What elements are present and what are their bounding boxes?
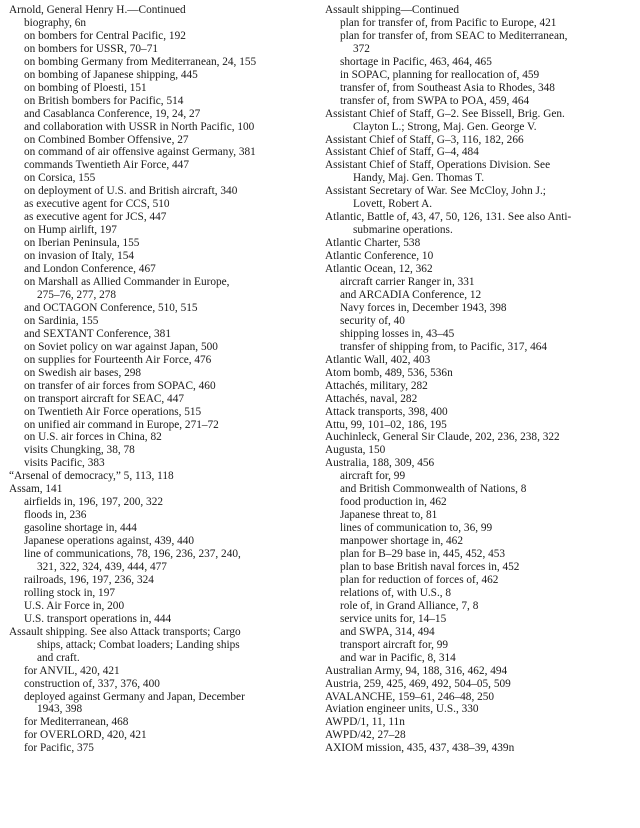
index-subentry: U.S. Air Force in, 200: [24, 599, 125, 612]
index-entry: “Arsenal of democracy,” 5, 113, 118: [9, 470, 174, 483]
index-subentry: on bombers for Central Pacific, 192: [24, 29, 186, 42]
index-entry: Assault shipping. See also Attack transports; Cargo: [9, 625, 241, 638]
index-entry: Arnold, General Henry H.—Continued: [9, 4, 186, 16]
index-subentry: in SOPAC, planning for reallocation of, 459: [340, 68, 540, 81]
index-subentry: on unified air command in Europe, 271–72: [24, 418, 219, 431]
index-subentry: transport aircraft for, 99: [340, 638, 449, 651]
index-subentry: for Mediterranean, 468: [24, 716, 129, 729]
index-subentry: and Casablanca Conference, 19, 24, 27: [24, 107, 201, 120]
index-subentry: on transport aircraft for SEAC, 447: [24, 392, 184, 405]
index-subentry: relations of, with U.S., 8: [340, 586, 452, 599]
index-subentry: railroads, 196, 197, 236, 324: [24, 573, 154, 586]
index-entry: Atom bomb, 489, 536, 536n: [325, 366, 453, 379]
index-subentry: plan for transfer of, from Pacific to Europe, 421: [340, 16, 557, 29]
index-column-right: [325, 4, 632, 828]
index-entry: AXIOM mission, 435, 437, 438–39, 439n: [325, 742, 515, 755]
index-entry: Atlantic Ocean, 12, 362: [325, 263, 433, 276]
index-subentry: commands Twentieth Air Force, 447: [24, 159, 189, 172]
index-subentry: plan to base British naval forces in, 452: [340, 560, 520, 573]
index-entry: Assistant Chief of Staff, Operations Division. See: [325, 159, 551, 172]
index-subentry: ships, attack; Combat loaders; Landing ships: [37, 638, 240, 651]
index-column-left: [9, 4, 312, 828]
index-subentry: gasoline shortage in, 444: [24, 522, 137, 535]
index-subentry: plan for transfer of, from SEAC to Mediterranean,: [340, 29, 568, 42]
index-subentry: Navy forces in, December 1943, 398: [340, 301, 507, 314]
index-subentry: Clayton L.; Strong, Maj. Gen. George V.: [353, 120, 537, 133]
index-subentry: and London Conference, 467: [24, 263, 156, 276]
index-subentry: shipping losses in, 43–45: [340, 327, 455, 340]
index-subentry: and ARCADIA Conference, 12: [340, 288, 482, 301]
index-subentry: and collaboration with USSR in North Pacific, 100: [24, 120, 255, 133]
index-subentry: line of communications, 78, 196, 236, 237, 240,: [24, 548, 241, 561]
index-subentry: biography, 6n: [24, 16, 87, 29]
index-subentry: for ANVIL, 420, 421: [24, 664, 120, 677]
index-subentry: role of, in Grand Alliance, 7, 8: [340, 599, 479, 612]
index-subentry: service units for, 14–15: [340, 612, 447, 625]
index-subentry: visits Pacific, 383: [24, 457, 105, 470]
index-entry: AVALANCHE, 159–61, 246–48, 250: [325, 690, 495, 703]
index-entry: Austria, 259, 425, 469, 492, 504–05, 509: [325, 677, 511, 690]
index-entry: Australian Army, 94, 188, 316, 462, 494: [325, 664, 508, 677]
index-subentry: Japanese operations against, 439, 440: [24, 535, 195, 548]
index-subentry: 275–76, 277, 278: [37, 288, 117, 301]
index-entry: Atlantic, Battle of, 43, 47, 50, 126, 131. See also Anti-: [325, 211, 572, 224]
index-subentry: as executive agent for JCS, 447: [24, 211, 167, 224]
index-entry: Australia, 188, 309, 456: [325, 457, 435, 470]
index-subentry: construction of, 337, 376, 400: [24, 677, 160, 690]
index-entry: Assistant Chief of Staff, G–2. See Bissell, Brig. Gen.: [325, 107, 565, 120]
index-entry: Assistant Secretary of War. See McCloy, John J.;: [325, 185, 546, 198]
index-entry: Aviation engineer units, U.S., 330: [325, 703, 479, 716]
index-subentry: 321, 322, 324, 439, 444, 477: [37, 560, 167, 573]
index-subentry: visits Chungking, 38, 78: [24, 444, 135, 457]
index-entry: Attachés, military, 282: [325, 379, 428, 392]
index-subentry: plan for reduction of forces of, 462: [340, 573, 499, 586]
index-entry: Attack transports, 398, 400: [325, 405, 448, 418]
index-subentry: on bombing of Japanese shipping, 445: [24, 68, 198, 81]
index-entry: Assam, 141: [9, 483, 63, 496]
index-subentry: on Soviet policy on war against Japan, 500: [24, 340, 218, 353]
index-subentry: and war in Pacific, 8, 314: [340, 651, 456, 664]
index-subentry: security of, 40: [340, 314, 405, 327]
index-subentry: food production in, 462: [340, 496, 447, 509]
index-subentry: on bombers for USSR, 70–71: [24, 42, 158, 55]
index-entry: AWPD/1, 11, 11n: [325, 716, 405, 729]
index-subentry: for OVERLORD, 420, 421: [24, 729, 147, 742]
index-subentry: transfer of, from SWPA to POA, 459, 464: [340, 94, 530, 107]
index-entry: Atlantic Conference, 10: [325, 250, 434, 263]
index-subentry: floods in, 236: [24, 509, 87, 522]
index-subentry: on Hump airlift, 197: [24, 224, 117, 237]
index-subentry: 372: [353, 42, 370, 55]
index-entry: Attachés, naval, 282: [325, 392, 418, 405]
index-subentry: aircraft carrier Ranger in, 331: [340, 276, 475, 289]
index-subentry: on command of air offensive against Germany, 381: [24, 146, 256, 159]
index-subentry: Japanese threat to, 81: [340, 509, 438, 522]
index-subentry: on Marshall as Allied Commander in Europe,: [24, 276, 230, 289]
index-subentry: and craft.: [37, 651, 80, 664]
index-subentry: U.S. transport operations in, 444: [24, 612, 172, 625]
index-entry: Assistant Chief of Staff, G–4, 484: [325, 146, 479, 159]
index-entry: Auchinleck, General Sir Claude, 202, 236, 238, 322: [325, 431, 560, 444]
index-subentry: on bombing Germany from Mediterranean, 24, 155: [24, 55, 257, 68]
index-subentry: 1943, 398: [37, 703, 83, 716]
index-subentry: on Corsica, 155: [24, 172, 96, 185]
index-subentry: deployed against Germany and Japan, December: [24, 690, 245, 703]
index-subentry: transfer of, from Southeast Asia to Rhodes, 348: [340, 81, 555, 94]
index-subentry: on Iberian Peninsula, 155: [24, 237, 140, 250]
index-subentry: on supplies for Fourteenth Air Force, 476: [24, 353, 212, 366]
index-subentry: as executive agent for CCS, 510: [24, 198, 170, 211]
index-subentry: airfields in, 196, 197, 200, 322: [24, 496, 163, 509]
index-subentry: on Combined Bomber Offensive, 27: [24, 133, 189, 146]
index-subentry: and OCTAGON Conference, 510, 515: [24, 301, 198, 314]
index-subentry: for Pacific, 375: [24, 742, 94, 755]
index-subentry: on U.S. air forces in China, 82: [24, 431, 162, 444]
index-entry: Atlantic Charter, 538: [325, 237, 421, 250]
index-subentry: aircraft for, 99: [340, 470, 406, 483]
index-subentry: on Swedish air bases, 298: [24, 366, 142, 379]
index-subentry: Handy, Maj. Gen. Thomas T.: [353, 172, 485, 185]
index-subentry: on British bombers for Pacific, 514: [24, 94, 184, 107]
index-subentry: manpower shortage in, 462: [340, 535, 463, 548]
index-entry: Assault shipping—Continued: [325, 4, 459, 16]
index-subentry: lines of communication to, 36, 99: [340, 522, 493, 535]
index-subentry: and SEXTANT Conference, 381: [24, 327, 171, 340]
index-subentry: on invasion of Italy, 154: [24, 250, 135, 263]
index-entry: Assistant Chief of Staff, G–3, 116, 182, 266: [325, 133, 524, 146]
index-subentry: Lovett, Robert A.: [353, 198, 433, 211]
index-entry: Atlantic Wall, 402, 403: [325, 353, 431, 366]
index-subentry: on bombing of Ploesti, 151: [24, 81, 147, 94]
index-entry: Attu, 99, 101–02, 186, 195: [325, 418, 447, 431]
index-subentry: transfer of shipping from, to Pacific, 317, 464: [340, 340, 548, 353]
index-subentry: on deployment of U.S. and British aircraft, 340: [24, 185, 238, 198]
index-subentry: plan for B–29 base in, 445, 452, 453: [340, 548, 506, 561]
index-subentry: shortage in Pacific, 463, 464, 465: [340, 55, 492, 68]
index-entry: AWPD/42, 27–28: [325, 729, 406, 742]
index-subentry: rolling stock in, 197: [24, 586, 115, 599]
index-subentry: on transfer of air forces from SOPAC, 460: [24, 379, 216, 392]
index-subentry: on Twentieth Air Force operations, 515: [24, 405, 202, 418]
index-subentry: on Sardinia, 155: [24, 314, 99, 327]
index-entry: Augusta, 150: [325, 444, 386, 457]
index-subentry: and SWPA, 314, 494: [340, 625, 435, 638]
index-subentry: and British Commonwealth of Nations, 8: [340, 483, 527, 496]
index-subentry: submarine operations.: [353, 224, 453, 237]
